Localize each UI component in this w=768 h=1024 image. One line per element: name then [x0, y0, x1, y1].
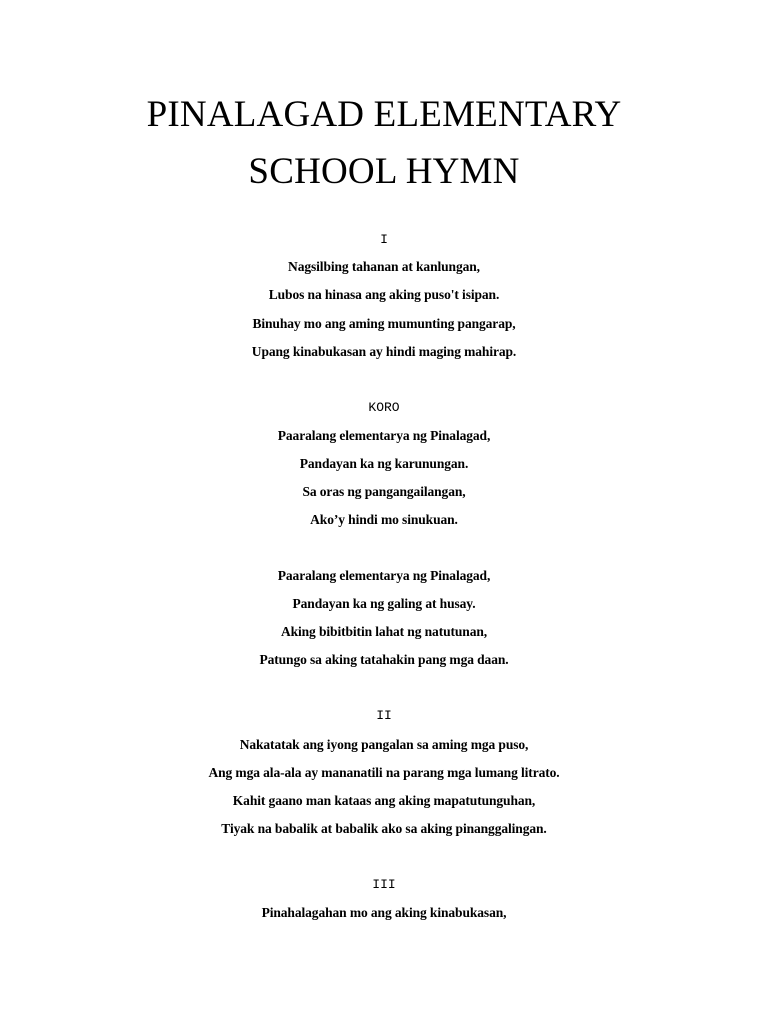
- verse-1-line: Lubos na hinasa ang aking puso't isipan.: [268, 287, 500, 302]
- chorus-line: Paaralang elementarya ng Pinalagad,: [277, 568, 491, 583]
- document-title-line-1: PINALAGAD ELEMENTARY: [146, 94, 622, 135]
- chorus-line: Aking bibitbitin lahat ng natutunan,: [280, 624, 488, 639]
- chorus-line: Ako’y hindi mo sinukuan.: [310, 512, 458, 527]
- verse-2-line: Nakatatak ang iyong pangalan sa aming mga puso,: [239, 737, 529, 752]
- chorus-line: Patungo sa aking tatahakin pang mga daan.: [259, 652, 509, 667]
- verse-1-marker: I: [380, 232, 388, 247]
- verse-2-line: Kahit gaano man kataas ang aking mapatutunguhan,: [232, 793, 536, 808]
- verse-1-line: Binuhay mo ang aming mumunting pangarap,: [252, 316, 516, 331]
- verse-3-line: Pinahalagahan mo ang aking kinabukasan,: [261, 905, 507, 920]
- verse-2-line: Ang mga ala-ala ay mananatili na parang mga lumang litrato.: [208, 765, 560, 780]
- verse-2-line: Tiyak na babalik at babalik ako sa aking pinanggalingan.: [221, 821, 547, 836]
- verse-1-line: Upang kinabukasan ay hindi maging mahirap.: [251, 344, 517, 359]
- verse-1-line: Nagsilbing tahanan at kanlungan,: [288, 259, 480, 274]
- chorus-line: Pandayan ka ng karunungan.: [299, 456, 469, 471]
- chorus-marker: KORO: [368, 400, 400, 415]
- verse-3-marker: III: [372, 877, 396, 892]
- chorus-line: Pandayan ka ng galing at husay.: [292, 596, 476, 611]
- chorus-line: Sa oras ng pangangailangan,: [302, 484, 466, 499]
- chorus-line: Paaralang elementarya ng Pinalagad,: [277, 428, 491, 443]
- document-title-line-2: SCHOOL HYMN: [248, 151, 520, 192]
- verse-2-marker: II: [376, 708, 392, 723]
